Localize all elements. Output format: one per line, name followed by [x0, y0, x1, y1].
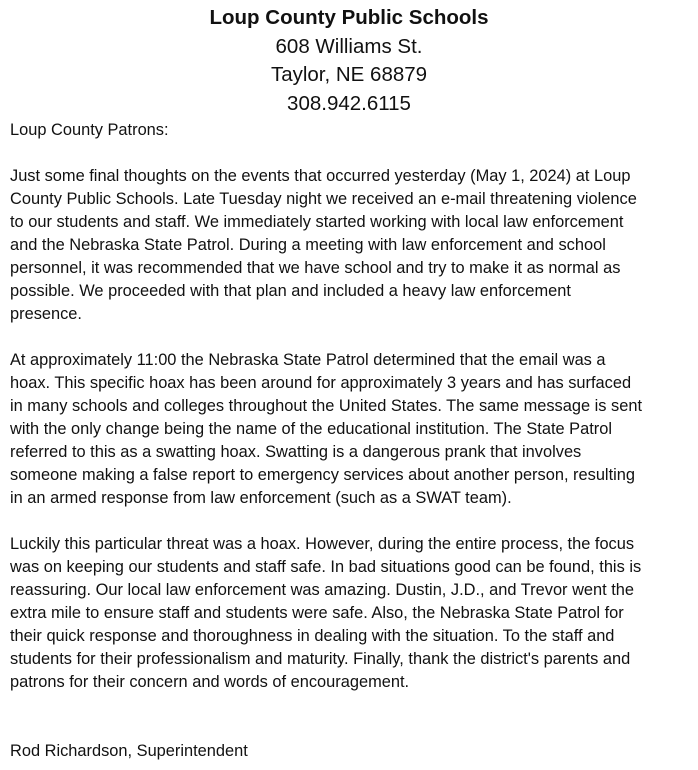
- paragraph-line: extra mile to ensure staff and students were safe. Also, the Nebraska State Patrol for: [10, 604, 624, 622]
- paragraph-line: to our students and staff. We immediately started working with local law enforcement: [10, 213, 624, 231]
- paragraph-line: Luckily this particular threat was a hoax. However, during the entire process, the focus: [10, 535, 635, 553]
- street-address: 608 Williams St.: [275, 34, 423, 58]
- paragraph-line: presence.: [10, 305, 82, 323]
- city-state-zip: Taylor, NE 68879: [270, 63, 428, 86]
- signature: Rod Richardson, Superintendent: [10, 742, 248, 760]
- paragraph-line: was on keeping our students and staff safe. In bad situations good can be found, this is: [10, 558, 642, 576]
- paragraph-line: patrons for their concern and words of encouragement.: [10, 673, 410, 691]
- paragraph-line: in an armed response from law enforcement (such as a SWAT team).: [10, 489, 512, 507]
- organization-name: Loup County Public Schools: [209, 6, 489, 29]
- letter-body: [10, 119, 694, 717]
- paragraph-line: in many schools and colleges throughout the United States. The same message is sent: [10, 397, 643, 415]
- paragraph-line: possible. We proceeded with that plan and included a heavy law enforcement: [10, 282, 571, 300]
- paragraph-line: hoax. This specific hoax has been around for approximately 3 years and has surfaced: [10, 374, 632, 392]
- paragraph-line: Just some final thoughts on the events that occurred yesterday (May 1, 2024) at Loup: [10, 167, 631, 185]
- paragraph-1: [10, 165, 694, 326]
- paragraph-line: At approximately 11:00 the Nebraska State Patrol determined that the email was a: [10, 351, 606, 369]
- paragraph-line: their quick response and thoroughness in dealing with the situation. To the staff and: [10, 627, 615, 645]
- phone-number: 308.942.6115: [287, 91, 411, 115]
- paragraph-line: and the Nebraska State Patrol. During a meeting with law enforcement and school: [10, 236, 606, 254]
- paragraph-3: [10, 533, 694, 694]
- paragraph-2: [10, 349, 694, 510]
- paragraph-line: referred to this as a swatting hoax. Swatting is a dangerous prank that involves: [10, 443, 582, 461]
- paragraph-line: students for their professionalism and maturity. Finally, thank the district's parents and: [10, 650, 631, 668]
- paragraph-line: personnel, it was recommended that we have school and try to make it as normal as: [10, 259, 621, 277]
- paragraph-line: with the only change being the name of the educational institution. The State Patrol: [10, 420, 612, 438]
- salutation: Loup County Patrons:: [10, 121, 169, 139]
- paragraph-line: County Public Schools. Late Tuesday night we received an e-mail threatening violence: [10, 190, 637, 208]
- paragraph-line: reassuring. Our local law enforcement was amazing. Dustin, J.D., and Trevor went the: [10, 581, 635, 599]
- letterhead: [0, 4, 698, 118]
- paragraph-line: someone making a false report to emergency services about another person, resulting: [10, 466, 636, 484]
